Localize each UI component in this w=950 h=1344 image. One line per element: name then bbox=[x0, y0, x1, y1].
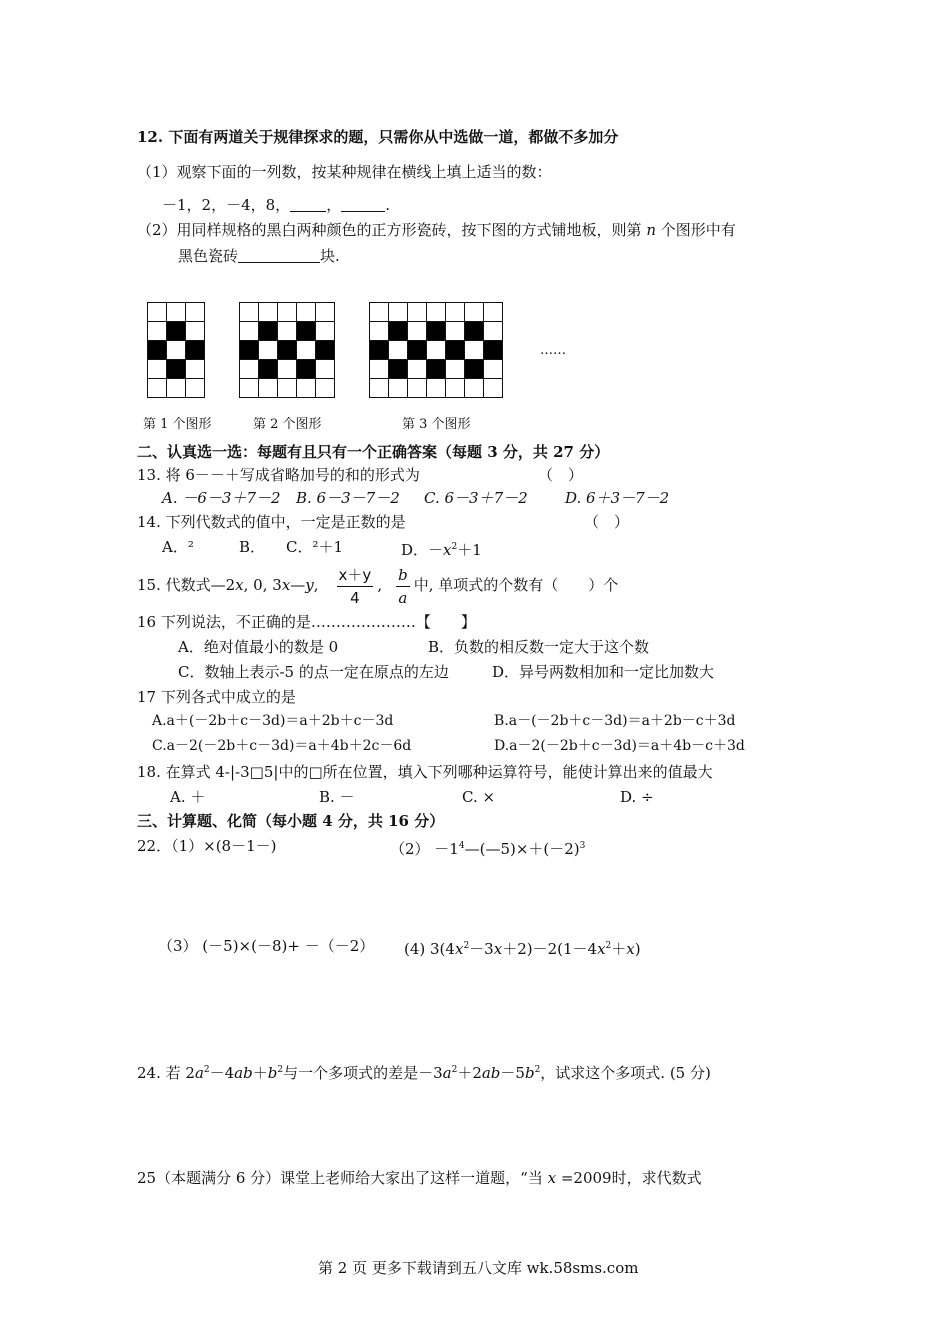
tile bbox=[484, 360, 503, 379]
q14-stem: 14. 下列代数式的值中，一定是正数的是 bbox=[137, 513, 406, 531]
tile bbox=[297, 379, 316, 398]
q24-text: ＋2 bbox=[457, 1064, 482, 1082]
tile bbox=[408, 341, 427, 360]
q18-option-c: C. × bbox=[462, 788, 496, 806]
tile bbox=[427, 303, 446, 322]
q24-text: 24. 若 2 bbox=[137, 1064, 195, 1082]
q16-stem: 16 下列说法，不正确的是…………………【 】 bbox=[137, 613, 476, 631]
exponent: 2 bbox=[605, 941, 612, 951]
tile bbox=[240, 322, 259, 341]
tile bbox=[167, 379, 186, 398]
tile bbox=[465, 379, 484, 398]
q18-stem: 18. 在算式 4-|-3□5|中的□所在位置，填入下列哪种运算符号，能使计算出来的值最大 bbox=[137, 763, 713, 781]
exponent: 2 bbox=[451, 1065, 458, 1075]
tile bbox=[389, 341, 408, 360]
fraction-b-over-a bbox=[396, 564, 410, 609]
q16-option-d: D．异号两数相加和一定比加数大 bbox=[492, 663, 715, 681]
fraction-denominator: a bbox=[398, 588, 408, 607]
expr-text: (4) 3(4 bbox=[404, 940, 455, 958]
tile bbox=[259, 303, 278, 322]
q13-option-a: A. －6－3＋7－2 bbox=[162, 489, 281, 507]
tile bbox=[427, 379, 446, 398]
option-text: D．－ bbox=[401, 541, 444, 559]
tile bbox=[186, 303, 205, 322]
separator: ， bbox=[326, 196, 342, 214]
tile bbox=[370, 360, 389, 379]
tile bbox=[148, 322, 167, 341]
exponent: 2 bbox=[463, 941, 470, 951]
tile bbox=[408, 303, 427, 322]
tile bbox=[465, 303, 484, 322]
fraction-numerator: x＋y bbox=[337, 564, 374, 587]
expr-text: —(—5)×＋(－2) bbox=[464, 840, 580, 858]
expr-text: （2） －1 bbox=[390, 840, 459, 858]
tile bbox=[259, 360, 278, 379]
tile bbox=[240, 360, 259, 379]
answer-blank[interactable] bbox=[290, 197, 326, 212]
q18-option-b: B. － bbox=[319, 788, 355, 806]
tile bbox=[240, 341, 259, 360]
tile bbox=[297, 341, 316, 360]
q16-option-c: C．数轴上表示-5 的点一定在原点的左边 bbox=[178, 663, 449, 681]
tile bbox=[427, 322, 446, 341]
expr-text: ＋ bbox=[611, 940, 627, 958]
q12-part1: （1）观察下面的一列数，按某种规律在横线上填上适当的数： bbox=[137, 163, 552, 181]
q25-text: 时，求代数式 bbox=[611, 1169, 702, 1187]
part2-text: （2）用同样规格的黑白两种颜色的正方形瓷砖，按下图的方式铺地板，则第 bbox=[137, 221, 647, 239]
tile bbox=[465, 341, 484, 360]
tile bbox=[278, 360, 297, 379]
tile bbox=[316, 303, 335, 322]
fraction-x-plus-y-over-4 bbox=[337, 564, 374, 609]
variable-b: b bbox=[524, 1064, 535, 1082]
q15-text: , 0, 3 bbox=[243, 576, 282, 594]
q24-text: ，试求这个多项式. (5 分) bbox=[540, 1064, 711, 1082]
q13-stem: 13. 将 6－－＋写成省略加号的和的形式为 bbox=[137, 466, 420, 484]
tile bbox=[259, 379, 278, 398]
q14-option-b: B． bbox=[239, 538, 266, 556]
tile bbox=[427, 341, 446, 360]
q24-stem bbox=[137, 1060, 711, 1083]
q17-stem: 17 下列各式中成立的是 bbox=[137, 688, 296, 706]
q13-answer-paren: （ ） bbox=[538, 466, 584, 484]
variable-ab: ab bbox=[481, 1064, 501, 1082]
tile bbox=[240, 303, 259, 322]
q13-option-b: B. 6－3－7－2 bbox=[296, 489, 400, 507]
tile bbox=[484, 341, 503, 360]
variable-x: x bbox=[493, 940, 503, 958]
q22-part4 bbox=[404, 936, 641, 959]
tile bbox=[484, 303, 503, 322]
figure-caption-1: 第 1 个图形 bbox=[143, 417, 212, 432]
q17-option-a: A.a＋(－2b＋c－3d)＝a＋2b＋c－3d bbox=[152, 713, 394, 729]
variable-x: x bbox=[454, 940, 464, 958]
q14-option-d: D．$-x^2+1$ bbox=[401, 541, 482, 559]
tile-figure-2 bbox=[239, 302, 335, 398]
tile bbox=[465, 322, 484, 341]
answer-blank[interactable] bbox=[341, 197, 385, 212]
q16-option-a: A．绝对值最小的数是 0 bbox=[178, 638, 339, 656]
answer-blank[interactable] bbox=[238, 248, 320, 263]
variable-x: x bbox=[597, 940, 606, 958]
q25-stem bbox=[137, 1168, 702, 1188]
q25-text: =2009 bbox=[556, 1169, 612, 1187]
exponent: 2 bbox=[534, 1065, 541, 1075]
tile bbox=[278, 322, 297, 341]
tile bbox=[148, 360, 167, 379]
q14-answer-paren: （ ） bbox=[584, 513, 630, 531]
variable-n: n bbox=[646, 221, 656, 239]
tile bbox=[297, 322, 316, 341]
tile bbox=[446, 322, 465, 341]
fraction-denominator: 4 bbox=[350, 588, 360, 607]
exponent: 2 bbox=[277, 1065, 284, 1075]
tile bbox=[278, 379, 297, 398]
tile bbox=[259, 322, 278, 341]
tile bbox=[186, 341, 205, 360]
q17-option-b: B.a－(－2b＋c－3d)＝a＋2b－c＋3d bbox=[494, 713, 736, 729]
page-footer: 第 2 页 更多下载请到五八文库 wk.58sms.com bbox=[318, 1259, 639, 1277]
tile bbox=[167, 322, 186, 341]
tile bbox=[389, 360, 408, 379]
q18-option-d: D. ÷ bbox=[620, 788, 654, 806]
variable-x: x bbox=[281, 576, 291, 594]
q15-stem bbox=[137, 563, 618, 611]
figure-ellipsis: …… bbox=[540, 343, 566, 358]
tile bbox=[389, 379, 408, 398]
tile bbox=[186, 379, 205, 398]
expr-text: ＋2)－2(1－4 bbox=[502, 940, 598, 958]
tile bbox=[316, 322, 335, 341]
tile bbox=[148, 341, 167, 360]
section2-header: 二、认真选一选：每题有且只有一个正确答案（每题 3 分，共 27 分） bbox=[137, 443, 610, 461]
q15-text: 中, 单项式的个数有（ ）个 bbox=[413, 576, 619, 594]
tile bbox=[370, 379, 389, 398]
q12-title: 12. 下面有两道关于规律探求的题，只需你从中选做一道，都做不多加分 bbox=[137, 128, 619, 146]
tile bbox=[446, 341, 465, 360]
q13-option-c: C. 6－3＋7－2 bbox=[424, 489, 528, 507]
expr-text: －3 bbox=[469, 940, 494, 958]
variable-y: y bbox=[305, 576, 314, 594]
tile bbox=[167, 341, 186, 360]
q24-text: 与一个多项式的差是－3 bbox=[283, 1064, 443, 1082]
q14-option-c: C．²＋1 bbox=[286, 538, 344, 556]
variable-a: a bbox=[194, 1064, 204, 1082]
variable-x: x bbox=[626, 940, 635, 958]
tile bbox=[408, 322, 427, 341]
q16-option-b: B．负数的相反数一定大于这个数 bbox=[428, 638, 650, 656]
period: . bbox=[385, 196, 390, 214]
part2-text: 个图形中有 bbox=[656, 221, 736, 239]
tile bbox=[240, 379, 259, 398]
tile bbox=[148, 379, 167, 398]
tile bbox=[167, 360, 186, 379]
q25-text: 25（本题满分 6 分）课堂上老师给大家出了这样一道题，“当 bbox=[137, 1169, 548, 1187]
tile bbox=[427, 360, 446, 379]
variable-a: a bbox=[442, 1064, 452, 1082]
q12-sequence bbox=[162, 195, 390, 215]
option-text: ＋1 bbox=[457, 541, 482, 559]
q12-part2-line2 bbox=[178, 246, 340, 266]
q17-option-c: C.a－2(－2b＋c－3d)＝a＋4b＋2c－6d bbox=[152, 738, 412, 754]
q22-part3: （3） (－5)×(－8)+ －（－2） bbox=[158, 937, 375, 955]
variable-x: x bbox=[235, 576, 244, 594]
tile bbox=[484, 322, 503, 341]
tile bbox=[316, 360, 335, 379]
tile bbox=[370, 303, 389, 322]
q15-text: , bbox=[313, 576, 319, 594]
part2-text: 块. bbox=[320, 247, 340, 265]
q12-part2 bbox=[137, 220, 736, 240]
variable-ab: ab bbox=[234, 1064, 253, 1082]
q24-text: －4 bbox=[209, 1064, 235, 1082]
tile bbox=[484, 379, 503, 398]
tile bbox=[408, 360, 427, 379]
q14-option-a: A．² bbox=[162, 538, 194, 556]
exponent: 2 bbox=[203, 1065, 210, 1075]
tile bbox=[446, 379, 465, 398]
expr-text: ) bbox=[634, 940, 641, 958]
tile bbox=[370, 322, 389, 341]
tile bbox=[186, 360, 205, 379]
tile bbox=[389, 322, 408, 341]
tile bbox=[316, 341, 335, 360]
tile bbox=[446, 303, 465, 322]
section3-header: 三、计算题、化简（每小题 4 分，共 16 分） bbox=[137, 812, 445, 830]
part2-text: 黑色瓷砖 bbox=[178, 247, 239, 265]
exponent: 4 bbox=[458, 841, 465, 851]
q17-option-d: D.a－2(－2b＋c－3d)＝a＋4b－c＋3d bbox=[494, 738, 745, 754]
figure-caption-2: 第 2 个图形 bbox=[253, 417, 322, 432]
q15-text: 15. 代数式—2 bbox=[137, 576, 236, 594]
tile bbox=[389, 303, 408, 322]
variable-x: x bbox=[443, 541, 452, 559]
tile-figure-3 bbox=[369, 302, 503, 398]
tile bbox=[297, 303, 316, 322]
tile-figure-1 bbox=[147, 302, 205, 398]
q24-text: ＋ bbox=[252, 1064, 268, 1082]
sequence-text: －1，2，－4，8， bbox=[162, 196, 291, 214]
tile bbox=[148, 303, 167, 322]
q18-option-a: A. ＋ bbox=[170, 788, 206, 806]
tile bbox=[186, 322, 205, 341]
tile bbox=[370, 341, 389, 360]
tile bbox=[259, 341, 278, 360]
q24-text: －5 bbox=[500, 1064, 525, 1082]
tile bbox=[408, 379, 427, 398]
figure-caption-3: 第 3 个图形 bbox=[402, 417, 471, 432]
q15-text: , bbox=[377, 576, 383, 594]
tile bbox=[316, 379, 335, 398]
tile bbox=[465, 360, 484, 379]
tile bbox=[278, 341, 297, 360]
tile bbox=[278, 303, 297, 322]
q13-option-d: D. 6＋3－7－2 bbox=[565, 489, 670, 507]
tile bbox=[297, 360, 316, 379]
exponent: 3 bbox=[579, 841, 586, 851]
variable-x: x bbox=[547, 1169, 557, 1187]
q22-part2 bbox=[390, 836, 585, 859]
variable-b: b bbox=[267, 1064, 278, 1082]
q15-text: — bbox=[290, 576, 306, 594]
q22-part1: 22．（1）×(8－1－) bbox=[137, 837, 277, 855]
fraction-numerator: b bbox=[396, 564, 410, 587]
tile bbox=[446, 360, 465, 379]
tile bbox=[167, 303, 186, 322]
